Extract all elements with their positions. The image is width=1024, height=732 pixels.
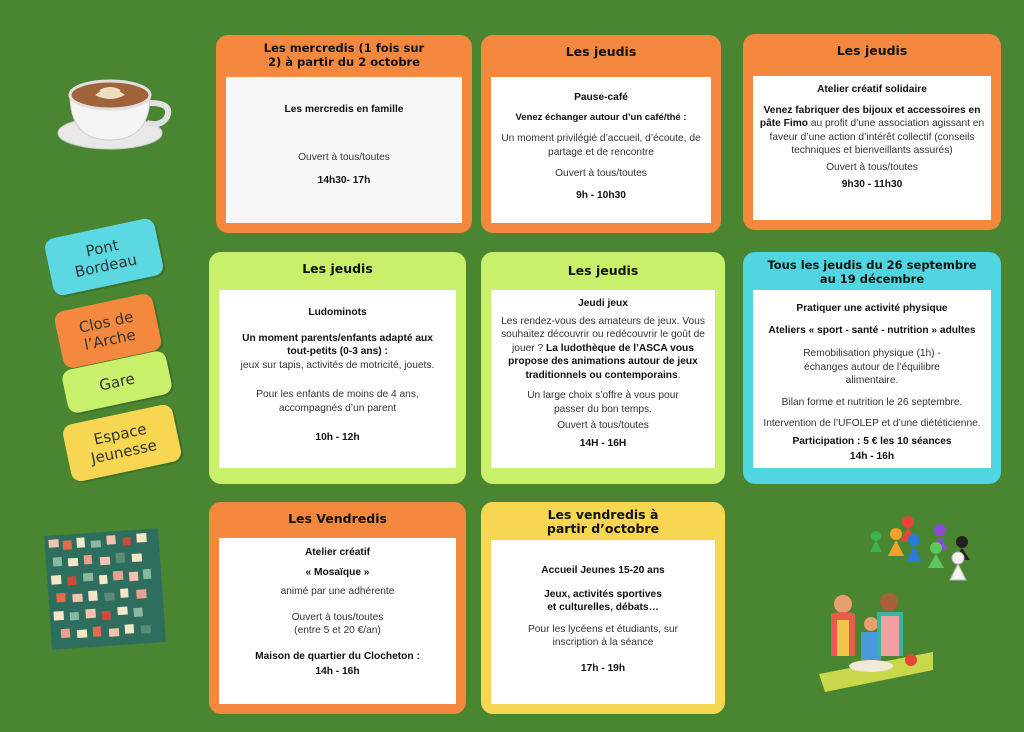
coffee-cup-icon <box>55 55 180 155</box>
activity-description-bold: La ludothèque de l’ASCA vous propose des animations autour de jeux traditionnels ou contemporains <box>508 342 698 381</box>
location-tag-pont-bordeau: Pont Bordeau <box>43 217 165 297</box>
activity-subtitle: Venez échanger autour d’un café/thé : <box>515 111 687 123</box>
card-body <box>753 290 991 468</box>
activity-subtitle: « Mosaïque » <box>305 566 370 578</box>
schedule-time: 10h - 12h <box>315 432 360 443</box>
activity-name: Ludominots <box>308 307 367 318</box>
card-title: Les jeudis <box>565 44 637 59</box>
activity-description-bold: Venez fabriquer des bijoux et accessoires en pâte Fimo <box>759 104 981 129</box>
activity-info: Un large choix s’offre à vous pour passer du bon temps. <box>527 390 679 415</box>
activity-description-bold: Un moment parents/enfants adapté aux tout-petits (0-3 ans) : <box>242 332 433 357</box>
location-tag-clos-de-l-arche: Clos de l’Arche <box>53 292 163 370</box>
activity-subtitle: Jeux, activités sportives et culturelles, débats… <box>544 588 662 613</box>
card-title: Les jeudis <box>302 261 373 276</box>
card-vendredis-mosaique <box>209 502 466 714</box>
activity-subtitle: Ateliers « sport - santé - nutrition » adultes <box>768 324 976 336</box>
card-jeudis-atelier-solidaire <box>743 34 1001 230</box>
access-info: Ouvert à tous/toutes <box>555 168 647 179</box>
activity-name: Jeudi jeux <box>578 298 628 309</box>
card-mercredis <box>216 35 472 233</box>
location-tag-espace-jeunesse: Espace Jeunesse <box>61 403 183 483</box>
activity-description-text: au profit d’une association agissant en faveur d’une action d’intérêt collectif (conseils techniques et bienveillants assurés) <box>769 118 985 156</box>
schedule-time: 9h30 - 11h30 <box>841 179 903 190</box>
venue-info: Maison de quartier du Clocheton : <box>255 650 420 662</box>
card-title: Tous les jeudis du 26 septembre au 19 décembre <box>767 258 977 286</box>
activity-name: Atelier créatif solidaire <box>817 84 927 95</box>
activity-line-2: Bilan forme et nutrition le 26 septembre. <box>781 396 963 408</box>
audience-info: Pour les lycéens et étudiants, sur inscription à la séance <box>527 623 679 648</box>
price-info: (entre 5 et 20 €/an) <box>294 625 381 636</box>
mosaic-image <box>40 524 170 654</box>
schedule-time: 14h30- 17h <box>317 175 371 186</box>
card-jeudis-pause-cafe <box>481 35 721 233</box>
audience-info: Pour les enfants de moins de 4 ans, accompagnés d’un parent <box>256 389 419 414</box>
activity-description-text: jeux sur tapis, activités de motricité, jouets. <box>240 359 435 371</box>
animator-info: animé par une adhérente <box>280 586 395 597</box>
activity-description <box>225 332 450 373</box>
card-jeudis-sport-sante <box>743 252 1001 484</box>
price-info: Participation : 5 € les 10 séances <box>792 435 952 447</box>
activity-name: Pratiquer une activité physique <box>796 303 948 314</box>
card-body <box>491 290 715 468</box>
activity-name: Atelier créatif <box>304 547 371 558</box>
card-jeudi-jeux <box>481 252 725 484</box>
schedule-time: 17h - 19h <box>580 662 626 674</box>
card-title: Les Vendredis <box>288 511 387 526</box>
activity-description-end: . <box>677 369 681 381</box>
schedule-time: 14H - 16H <box>579 437 627 449</box>
activity-description-text: Les rendez-vous des amateurs de jeux. Vous souhaitez découvrir ou redécouvrir le goût de jouer ? <box>501 315 705 354</box>
activity-name: Pause-café <box>574 92 628 103</box>
card-title: Les mercredis (1 fois sur 2) à partir du 2 octobre <box>263 41 425 69</box>
schedule-time: 14h - 16h <box>315 666 360 677</box>
activity-description: Un moment privilégié d’accueil, d’écoute, de partage et de rencontre <box>501 133 701 158</box>
access-info: Ouvert à tous/toutes <box>826 161 918 173</box>
card-body <box>219 290 456 468</box>
schedule-time: 9h - 10h30 <box>576 189 626 201</box>
schedule-time: 14h - 16h <box>849 451 895 462</box>
access-info: Ouvert à tous/toutes <box>291 611 384 623</box>
card-jeudis-ludominots <box>209 252 466 484</box>
activity-name: Les mercredis en famille <box>284 104 404 115</box>
family-cooking-image <box>815 590 937 696</box>
card-body <box>219 538 456 704</box>
game-pawns-icon <box>862 512 982 587</box>
access-info: Ouvert à tous/toutes <box>557 420 649 431</box>
activity-description <box>497 315 709 383</box>
activity-line-1: Remobilisation physique (1h) - échanges autour de l’équilibre alimentaire. <box>803 348 941 386</box>
card-vendredis-accueil-jeunes <box>481 502 725 714</box>
card-body <box>753 76 991 220</box>
card-title: Les jeudis <box>836 43 908 58</box>
card-title: Les vendredis à partir d’octobre <box>546 507 660 536</box>
access-info: Ouvert à tous/toutes <box>298 151 390 163</box>
card-body <box>491 77 711 223</box>
activity-description <box>759 104 985 158</box>
location-tag-gare: Gare <box>61 349 174 414</box>
activity-line-3: Intervention de l’UFOLEP et d’une diététicienne. <box>763 418 981 429</box>
card-body <box>491 540 715 704</box>
card-body <box>226 77 462 223</box>
activity-name: Accueil Jeunes 15-20 ans <box>541 565 665 576</box>
card-title: Les jeudis <box>567 263 639 278</box>
